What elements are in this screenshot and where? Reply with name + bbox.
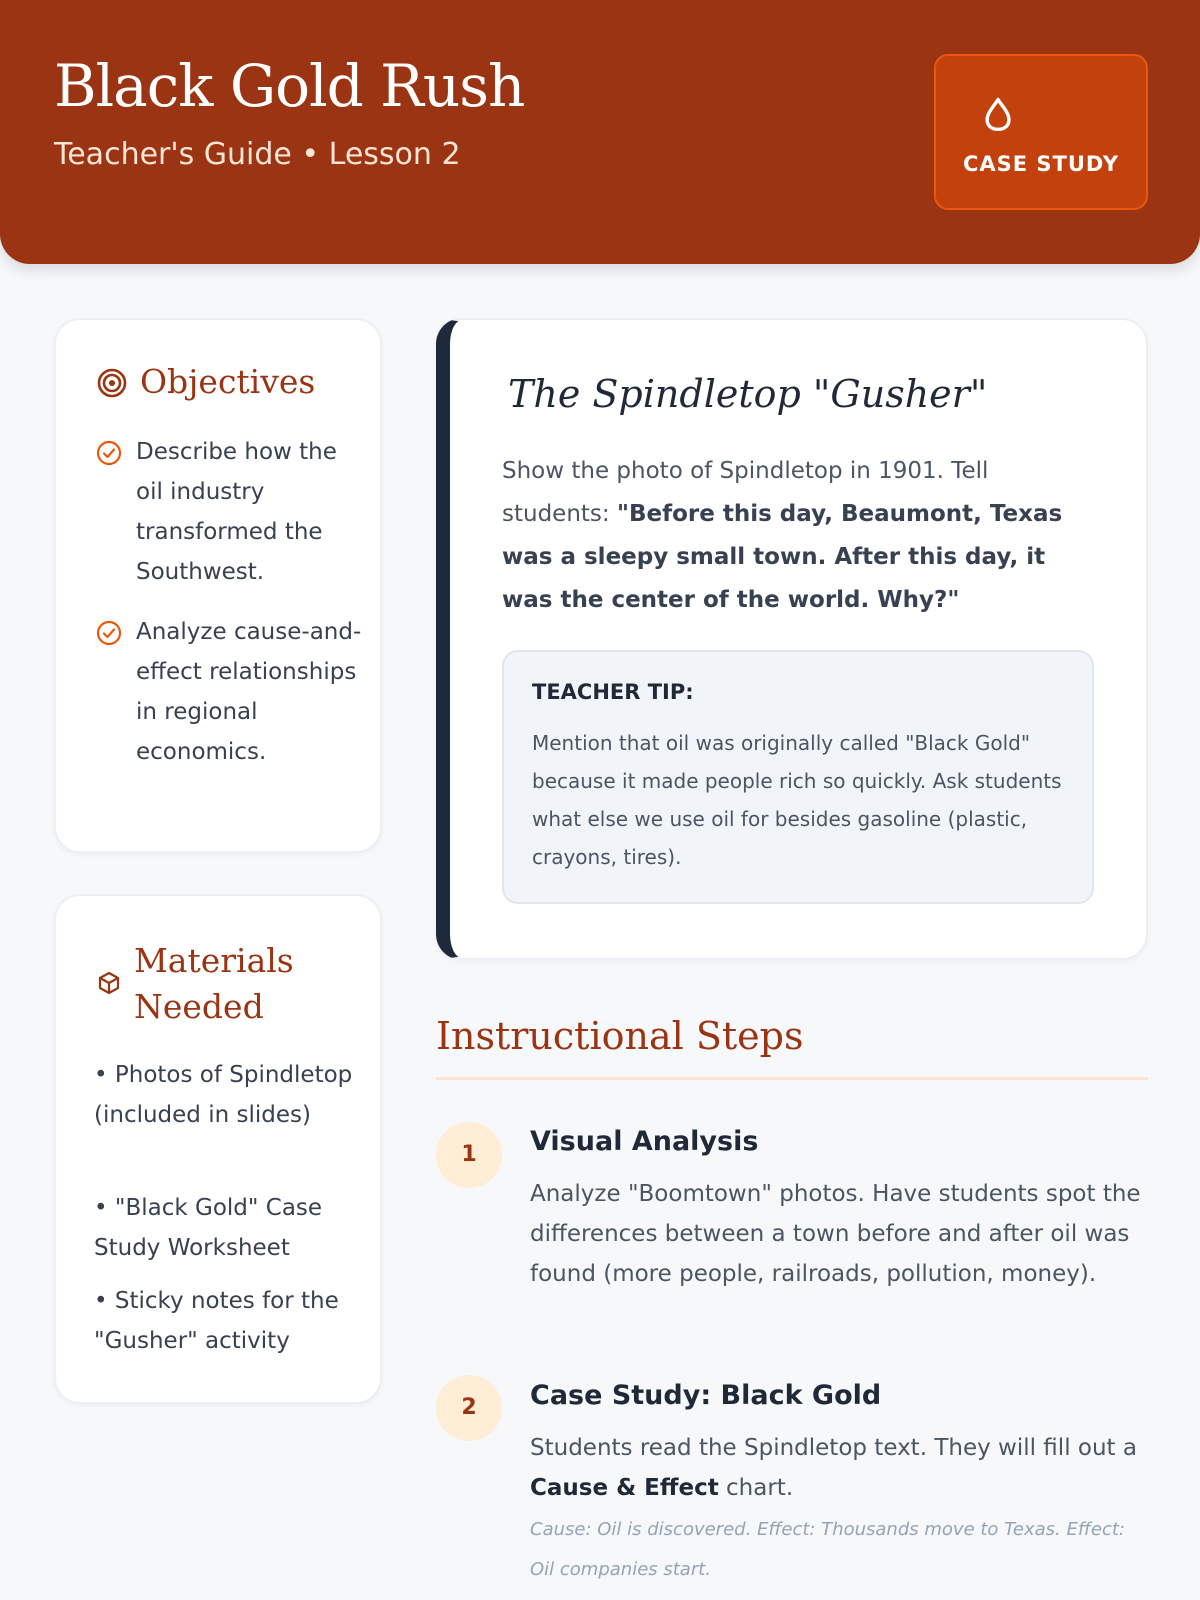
page-title: Black Gold Rush bbox=[54, 52, 525, 120]
case-study-badge bbox=[934, 54, 1148, 210]
teacher-tip bbox=[502, 650, 1094, 904]
step-text-before: Students read the Spindletop text. They will fill out a bbox=[530, 1435, 1137, 1461]
materials-item: • Photos of Spindletop (included in slides) bbox=[94, 1062, 353, 1128]
materials-item: • Sticky notes for the "Gusher" activity bbox=[94, 1288, 339, 1354]
scenario-text bbox=[502, 450, 1102, 622]
step-text bbox=[530, 1428, 1152, 1508]
step-heading: Visual Analysis bbox=[530, 1126, 759, 1157]
step-number: 2 bbox=[436, 1375, 502, 1441]
box-icon bbox=[96, 970, 122, 996]
steps-title: Instructional Steps bbox=[436, 1014, 804, 1058]
step-note: Cause: Oil is discovered. Effect: Thousands move to Texas. Effect: Oil companies start. bbox=[530, 1519, 1125, 1580]
objectives-title: Objectives bbox=[140, 362, 316, 401]
materials-item: • "Black Gold" Case Study Worksheet bbox=[94, 1195, 323, 1261]
page-header bbox=[0, 0, 1200, 264]
check-circle-icon bbox=[96, 620, 122, 646]
step-number: 1 bbox=[436, 1122, 502, 1188]
check-circle-icon bbox=[96, 440, 122, 466]
step-text: Analyze "Boomtown" photos. Have students spot the differences between a town before and after oil was found (more people, railroads, pollution, money). bbox=[530, 1181, 1141, 1287]
step-text-after: chart. bbox=[718, 1475, 794, 1501]
teacher-tip-text: Mention that oil was originally called "Black Gold" because it made people rich so quickly. Ask students what else we use oil for besides gasoline (plastic, crayons, tires). bbox=[532, 731, 1062, 869]
step-text-bold: Cause & Effect bbox=[530, 1475, 719, 1501]
objective-text: Describe how the oil industry transformed the Southwest. bbox=[136, 439, 337, 585]
objective-text: Analyze cause-and-effect relationships in regional economics. bbox=[136, 619, 362, 765]
scenario-quote: "Before this day, Beaumont, Texas was a sleepy small town. After this day, it was the center of the world. Why?" bbox=[502, 501, 1063, 613]
badge-label: CASE STUDY bbox=[962, 152, 1120, 176]
steps-divider bbox=[436, 1077, 1148, 1080]
target-icon bbox=[96, 367, 128, 399]
teacher-tip-label: TEACHER TIP: bbox=[532, 680, 694, 704]
scenario-intro: Show the photo of Spindletop in 1901. Tell students: bbox=[502, 458, 989, 527]
materials-title: Materials Needed bbox=[134, 941, 294, 1026]
page-subtitle: Teacher's Guide • Lesson 2 bbox=[54, 137, 461, 172]
scenario-title: The Spindletop "Gusher" bbox=[508, 372, 988, 416]
step-heading: Case Study: Black Gold bbox=[530, 1380, 882, 1411]
droplet-icon bbox=[969, 84, 1025, 140]
